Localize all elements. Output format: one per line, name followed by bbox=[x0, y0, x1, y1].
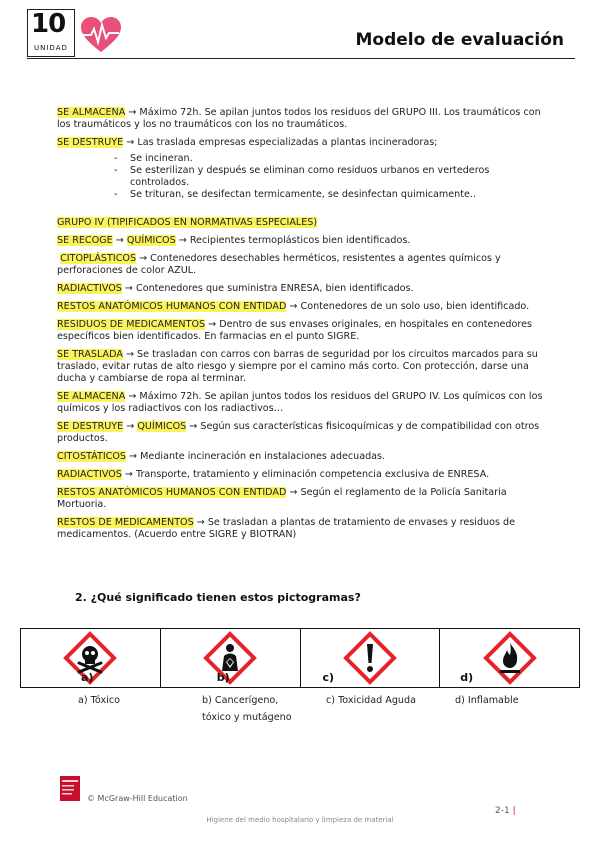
pictogram-cell-d bbox=[440, 629, 579, 687]
pictogram-letter: b) bbox=[216, 671, 230, 684]
paragraph-traslada bbox=[57, 349, 547, 385]
label-se-almacena: SE ALMACENA bbox=[57, 391, 126, 402]
unit-number: 10 bbox=[31, 9, 66, 39]
paragraph-citoplasticos bbox=[57, 253, 547, 277]
label-se-destruye: SE DESTRUYE bbox=[57, 421, 124, 432]
caption-b-line1: b) Cancerígeno, bbox=[202, 695, 279, 706]
list-item: - Se trituran, se desifectan termicamente, se desinfectan quimicamente.. bbox=[114, 189, 547, 201]
label-anatomicos: RESTOS ANATÓMICOS HUMANOS CON ENTIDAD bbox=[57, 301, 287, 312]
caption-a: a) Tóxico bbox=[78, 695, 120, 706]
caption-b bbox=[202, 692, 292, 726]
label-se-traslada: SE TRASLADA bbox=[57, 349, 123, 360]
paragraph-recoge bbox=[57, 235, 547, 247]
arrow: → bbox=[112, 235, 127, 246]
text-almacena-g4: → Máximo 72h. Se apilan juntos todos los residuos del GRUPO IV. Los químicos con los químicos y los radiactivos con los radiactivos… bbox=[57, 391, 543, 414]
paragraph-destruye bbox=[57, 137, 547, 149]
label-anatomicos: RESTOS ANATÓMICOS HUMANOS CON ENTIDAD bbox=[57, 487, 287, 498]
label-quimicos: QUÍMICOS bbox=[126, 235, 176, 246]
text-recoge: → Recipientes termoplásticos bien identificados. bbox=[175, 235, 411, 246]
pictogram-cell-b bbox=[161, 629, 301, 687]
text-almacena: → Máximo 72h. Se apilan juntos todos los residuos del GRUPO III. Los traumáticos con los traumáticos y los no traumáticos con los no traumáticos. bbox=[57, 107, 541, 130]
label-radiactivos: RADIACTIVOS bbox=[57, 283, 122, 294]
text-anatomicos-2: → Según el reglamento de la Policía Sanitaria Mortuoria. bbox=[57, 487, 507, 510]
text-radiactivos-2: → Transporte, tratamiento y eliminación competencia exclusiva de ENRESA. bbox=[121, 469, 490, 480]
caption-d: d) Inflamable bbox=[455, 695, 519, 706]
copyright-text: © McGraw-Hill Education bbox=[87, 794, 188, 803]
label-citoplasticos: CITOPLÁSTICOS bbox=[60, 253, 137, 264]
paragraph-almacena-g4 bbox=[57, 391, 547, 415]
text-destruye: → Las traslada empresas especializadas a plantas incineradoras; bbox=[123, 137, 438, 148]
text-radiactivos: → Contenedores que suministra ENRESA, bien identificados. bbox=[121, 283, 414, 294]
flame-icon bbox=[483, 631, 537, 685]
unit-label: UNIDAD bbox=[34, 44, 68, 52]
paragraph-medicamentos-2 bbox=[57, 517, 547, 541]
label-citostaticos: CITOSTÁTICOS bbox=[57, 451, 126, 462]
mcgraw-hill-logo bbox=[60, 776, 80, 801]
paragraph-almacena bbox=[57, 107, 547, 131]
exclamation-icon bbox=[343, 631, 397, 685]
caption-c: c) Toxicidad Aguda bbox=[326, 695, 416, 706]
group4-heading bbox=[57, 217, 547, 229]
label-se-almacena: SE ALMACENA bbox=[57, 107, 126, 118]
label-quimicos: QUÍMICOS bbox=[137, 421, 187, 432]
health-hazard-icon bbox=[203, 631, 257, 685]
text-medicamentos: → Dentro de sus envases originales, en hospitales en contenedores específicos bien identificados. En farmacias en el punto SIGRE. bbox=[57, 319, 533, 342]
text-medicamentos-2: → Se trasladan a plantas de tratamiento de envases y residuos de medicamentos. (Acuerdo entre SIGRE y BIOTRAN) bbox=[57, 517, 516, 540]
pictogram-cell-a bbox=[21, 629, 161, 687]
logo-mark bbox=[60, 776, 80, 801]
page-title: Modelo de evaluación bbox=[355, 30, 564, 50]
label-medicamentos: RESIDUOS DE MEDICAMENTOS bbox=[57, 319, 206, 330]
pictogram-cell-c bbox=[301, 629, 441, 687]
pictogram-table bbox=[20, 628, 580, 688]
paragraph-citostaticos bbox=[57, 451, 547, 463]
paragraph-destruye-g4 bbox=[57, 421, 547, 445]
heart-pulse-icon bbox=[80, 16, 122, 54]
text-anatomicos: → Contenedores de un solo uso, bien identificado. bbox=[286, 301, 530, 312]
label-se-destruye: SE DESTRUYE bbox=[57, 137, 124, 148]
page-bar: | bbox=[512, 806, 516, 816]
label-radiactivos: RADIACTIVOS bbox=[57, 469, 122, 480]
text-citostaticos: → Mediante incineración en instalaciones adecuadas. bbox=[126, 451, 386, 462]
pictogram-letter: d) bbox=[460, 671, 474, 684]
page-number bbox=[495, 806, 516, 816]
paragraph-anatomicos bbox=[57, 301, 547, 313]
paragraph-medicamentos bbox=[57, 319, 547, 343]
destruye-list bbox=[114, 153, 547, 201]
arrow: → bbox=[123, 421, 138, 432]
list-item: - Se incineran. bbox=[114, 153, 547, 165]
pictogram-letter: a) bbox=[81, 671, 94, 684]
text-citoplasticos: → Contenedores desechables herméticos, resistentes a agentes químicos y perforaciones de color AZUL. bbox=[57, 253, 501, 276]
paragraph-radiactivos bbox=[57, 283, 547, 295]
document-body bbox=[57, 107, 547, 547]
pictogram-letter: c) bbox=[322, 671, 335, 684]
header-divider bbox=[27, 58, 575, 59]
label-se-recoge: SE RECOGE bbox=[57, 235, 113, 246]
text-destruye-g4: → Según sus características fisicoquímicas y de compatibilidad con otros productos. bbox=[57, 421, 540, 444]
group4-title: GRUPO IV (TIPIFICADOS EN NORMATIVAS ESPECIALES) bbox=[57, 217, 318, 228]
paragraph-radiactivos-2 bbox=[57, 469, 547, 481]
question-2: 2. ¿Qué significado tienen estos pictogramas? bbox=[75, 591, 361, 604]
caption-b-line2: tóxico y mutágeno bbox=[202, 712, 292, 723]
footer-subject: Higiene del medio hospitalario y limpieza de material bbox=[206, 816, 394, 824]
text-traslada: → Se trasladan con carros con barras de seguridad por los circuitos marcados para su traslado, evitar rutas de alto riesgo y siempre por el camino más corto. Con protección, darse una ducha y cambiarse de ropa al terminar. bbox=[57, 349, 538, 384]
label-medicamentos: RESTOS DE MEDICAMENTOS bbox=[57, 517, 194, 528]
page-number-value: 2-1 bbox=[495, 806, 510, 816]
list-item: - Se esterilizan y después se eliminan como residuos urbanos en vertederos controlados. bbox=[114, 165, 547, 189]
paragraph-anatomicos-2 bbox=[57, 487, 547, 511]
